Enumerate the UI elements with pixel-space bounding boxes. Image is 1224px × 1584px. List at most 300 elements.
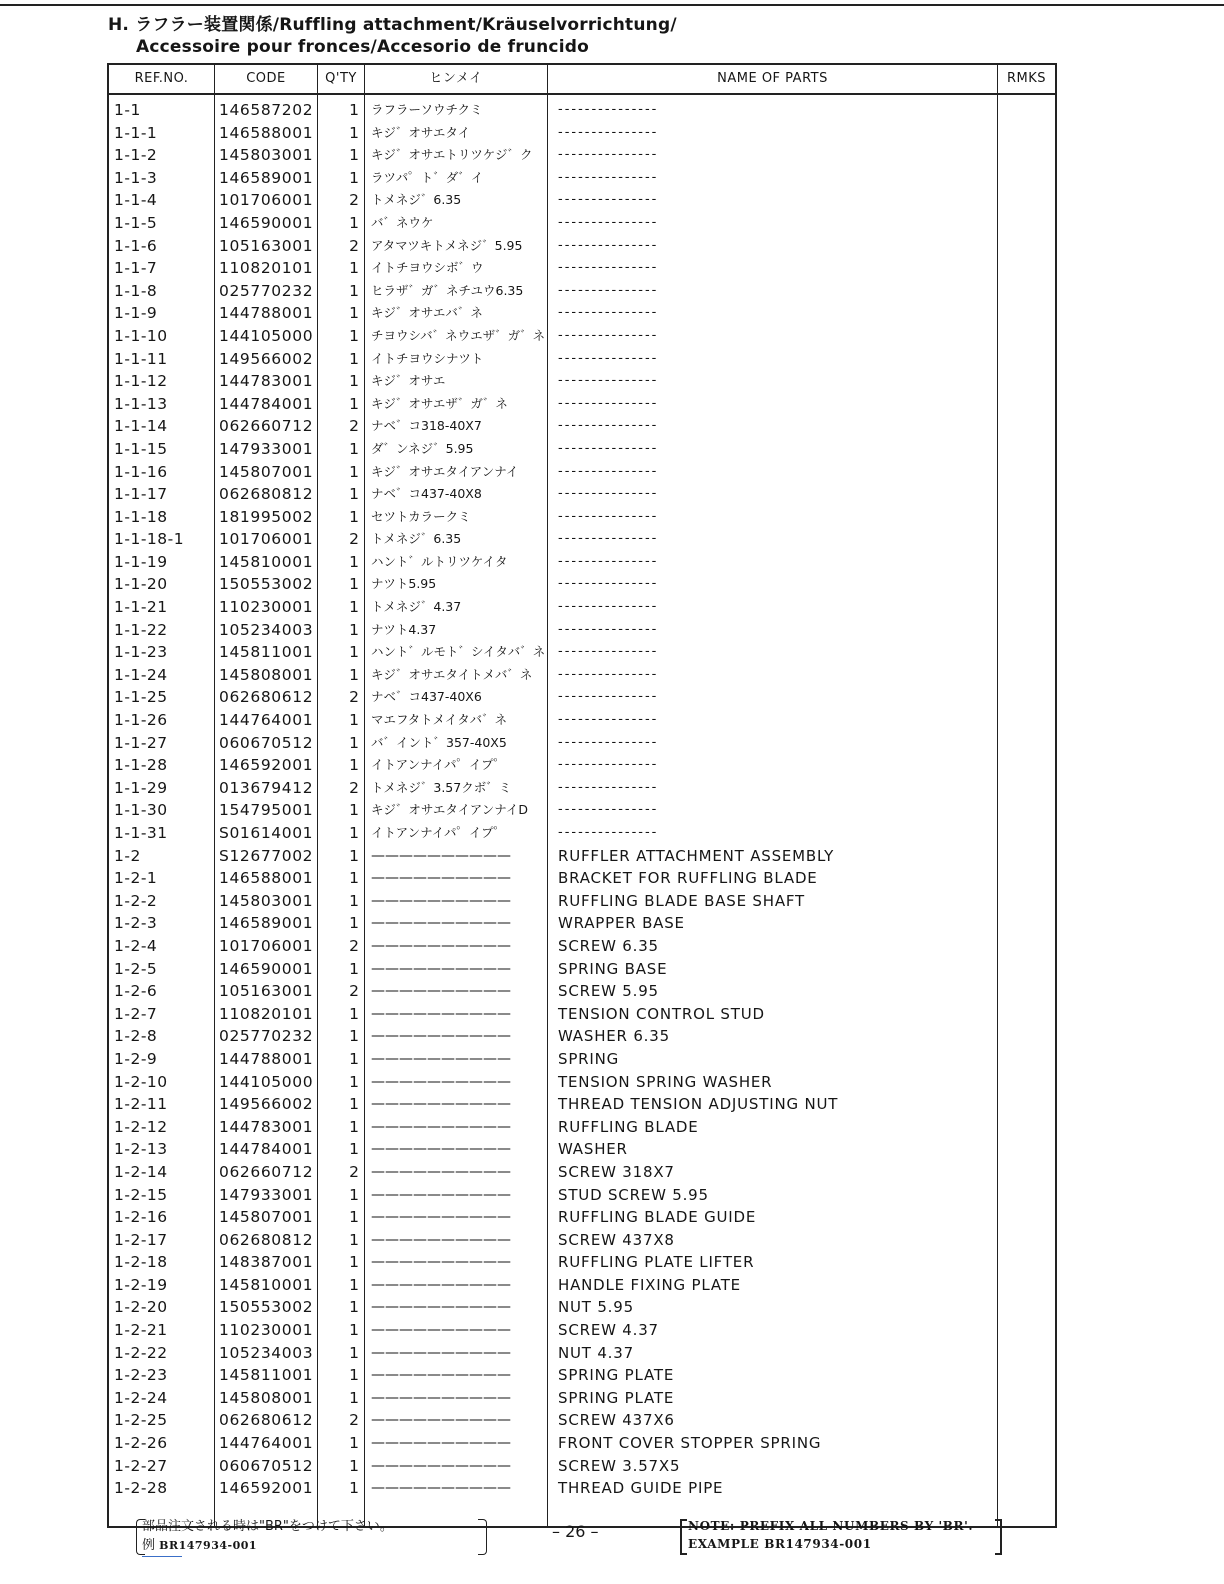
qty-cell: 1: [349, 914, 359, 933]
code-cell: 147933001: [219, 1185, 314, 1204]
ref-cell: 1-2: [114, 846, 141, 865]
kana-cell: イトチヨウシボ゛ウ: [371, 260, 484, 276]
ref-cell: 1-2-3: [114, 914, 158, 933]
qty-cell: 1: [349, 146, 359, 165]
name-cell: ---------------: [558, 689, 659, 705]
kana-cell: ——————————: [371, 1389, 511, 1406]
name-cell: ---------------: [558, 305, 659, 321]
qty-cell: 1: [349, 1388, 359, 1407]
kana-cell: ——————————: [371, 983, 511, 1000]
ref-cell: 1-2-17: [114, 1230, 168, 1249]
kana-cell: ——————————: [371, 1209, 511, 1226]
code-cell: 146589001: [219, 168, 314, 187]
name-cell: ---------------: [558, 734, 659, 750]
qty-cell: 1: [349, 665, 359, 684]
qty-cell: 1: [349, 1049, 359, 1068]
kana-cell: ——————————: [371, 1480, 511, 1497]
ref-cell: 1-1-5: [114, 213, 158, 232]
table-row: [109, 393, 1055, 416]
table-row: [109, 1206, 1055, 1229]
qty-cell: 1: [349, 259, 359, 278]
table-row: [109, 438, 1055, 461]
kana-cell: ——————————: [371, 1073, 511, 1090]
ref-cell: 1-1: [114, 101, 141, 119]
ref-cell: 1-2-20: [114, 1298, 168, 1317]
code-cell: 062680612: [219, 688, 314, 707]
table-row: [109, 1409, 1055, 1432]
title-line-1: H. ラフラー装置関係/Ruffling attachment/Kräuselvorrichtung/: [108, 15, 677, 35]
ref-cell: 1-1-11: [114, 349, 168, 368]
name-cell: ---------------: [558, 147, 659, 163]
code-cell: 150553002: [219, 1298, 314, 1317]
kana-cell: チヨウシバ゛ネウエザ゛ガ゛ネ: [371, 327, 546, 343]
name-cell: NUT 4.37: [558, 1343, 634, 1362]
qty-cell: 2: [349, 1162, 359, 1181]
kana-cell: ヒラザ゛ガ゛ネチユウ6.35: [371, 282, 524, 298]
table-row: [109, 1048, 1055, 1071]
kana-cell: キジ゛オサエバ゛ネ: [371, 305, 483, 321]
qty-cell: 1: [349, 1027, 359, 1046]
code-cell: 148387001: [219, 1253, 314, 1272]
ref-cell: 1-1-18: [114, 507, 168, 526]
ref-cell: 1-2-21: [114, 1321, 168, 1340]
code-cell: 181995002: [219, 507, 314, 526]
name-cell: ---------------: [558, 418, 659, 434]
name-cell: THREAD GUIDE PIPE: [558, 1479, 724, 1498]
ref-cell: 1-2-22: [114, 1343, 168, 1362]
qty-cell: 1: [349, 824, 359, 842]
qty-cell: 1: [349, 891, 359, 910]
ref-cell: 1-1-20: [114, 575, 168, 594]
header-kana: ヒンメイ: [429, 71, 483, 86]
ref-cell: 1-2-5: [114, 959, 158, 978]
code-cell: 110230001: [219, 1321, 314, 1340]
code-cell: 146590001: [219, 959, 314, 978]
prefix-note-line-1: NOTE: PREFIX ALL NUMBERS BY 'BR'.: [688, 1519, 974, 1533]
table-row: [109, 212, 1055, 235]
kana-cell: ナツト4.37: [371, 621, 437, 637]
qty-cell: 2: [349, 982, 359, 1001]
ref-cell: 1-2-18: [114, 1253, 168, 1272]
name-cell: BRACKET FOR RUFFLING BLADE: [558, 869, 818, 888]
code-cell: 144783001: [219, 372, 314, 391]
kana-cell: キジ゛オサエタイアンナイD: [371, 802, 529, 818]
table-row: [109, 99, 1055, 122]
table-row: [109, 528, 1055, 551]
kana-cell: トメネジ゛3.57クボ゛ミ: [371, 779, 512, 795]
code-cell: 144784001: [219, 1140, 314, 1159]
code-cell: 145808001: [219, 1388, 314, 1407]
ref-cell: 1-1-14: [114, 417, 168, 436]
ref-cell: 1-1-4: [114, 191, 158, 210]
table-row: [109, 122, 1055, 145]
kana-cell: ——————————: [371, 1254, 511, 1271]
page-number: – 26 –: [552, 1522, 599, 1541]
qty-cell: 1: [349, 552, 359, 571]
name-cell: ---------------: [558, 350, 659, 366]
kana-cell: ——————————: [371, 1050, 511, 1067]
ref-cell: 1-1-10: [114, 326, 168, 345]
kana-cell: キジ゛オサエザ゛ガ゛ネ: [371, 395, 508, 411]
ref-cell: 1-2-1: [114, 869, 158, 888]
table-row: [109, 1387, 1055, 1410]
qty-cell: 2: [349, 191, 359, 210]
ref-cell: 1-2-8: [114, 1027, 158, 1046]
ref-cell: 1-1-29: [114, 778, 168, 797]
ref-cell: 1-2-15: [114, 1185, 168, 1204]
kana-cell: ——————————: [371, 1231, 511, 1248]
ref-cell: 1-1-27: [114, 733, 168, 752]
table-row: [109, 415, 1055, 438]
header-name: NAME OF PARTS: [717, 71, 828, 86]
table-row: [109, 1184, 1055, 1207]
qty-cell: 1: [349, 620, 359, 639]
table-row: [109, 1161, 1055, 1184]
name-cell: SPRING PLATE: [558, 1366, 675, 1385]
header-ref: REF.NO.: [134, 71, 189, 86]
kana-cell: ——————————: [371, 1276, 511, 1293]
code-cell: 110820101: [219, 259, 314, 278]
code-cell: 146592001: [219, 1479, 314, 1498]
kana-cell: ナベ゛コ437-40X8: [371, 486, 482, 502]
code-cell: 144783001: [219, 1117, 314, 1136]
kana-cell: イトアンナイパ゜イプ゜: [371, 825, 507, 840]
name-cell: ---------------: [558, 102, 659, 117]
name-cell: TENSION CONTROL STUD: [558, 1004, 765, 1023]
qty-cell: 1: [349, 1275, 359, 1294]
code-cell: 150553002: [219, 575, 314, 594]
qty-cell: 1: [349, 394, 359, 413]
qty-cell: 1: [349, 1208, 359, 1227]
name-cell: SCREW 437X8: [558, 1230, 675, 1249]
name-cell: ---------------: [558, 237, 659, 253]
prefix-note: [688, 1517, 973, 1553]
table-row: [109, 980, 1055, 1003]
table-row: [109, 1093, 1055, 1116]
table-row: [109, 1003, 1055, 1026]
parts-table: [107, 63, 1057, 1528]
code-cell: 110820101: [219, 1004, 314, 1023]
kana-cell: ——————————: [371, 1118, 511, 1135]
header-divider: [109, 93, 1055, 95]
qty-cell: 1: [349, 1095, 359, 1114]
table-row: [109, 1432, 1055, 1455]
ref-cell: 1-1-26: [114, 711, 168, 730]
kana-cell: セツトカラークミ: [371, 508, 471, 524]
note-bracket-right: [995, 1519, 1002, 1555]
ref-cell: 1-2-4: [114, 936, 158, 955]
ref-cell: 1-1-31: [114, 824, 168, 842]
table-row: [109, 1319, 1055, 1342]
ref-cell: 1-2-2: [114, 891, 158, 910]
ref-cell: 1-1-6: [114, 236, 158, 255]
table-row: [109, 845, 1055, 868]
name-cell: ---------------: [558, 644, 659, 660]
table-row: [109, 822, 1055, 845]
code-cell: 146588001: [219, 123, 314, 142]
table-row: [109, 596, 1055, 619]
name-cell: ---------------: [558, 373, 659, 389]
code-cell: 146590001: [219, 213, 314, 232]
qty-cell: 1: [349, 1004, 359, 1023]
table-row: [109, 890, 1055, 913]
table-row: [109, 189, 1055, 212]
table-row: [109, 935, 1055, 958]
order-note-text: 部品注文される時は"BR"をつけて下さい。: [142, 1519, 393, 1534]
name-cell: SCREW 5.95: [558, 982, 659, 1001]
qty-cell: 1: [349, 869, 359, 888]
qty-cell: 1: [349, 1072, 359, 1091]
code-cell: 062680612: [219, 1411, 314, 1430]
name-cell: THREAD TENSION ADJUSTING NUT: [558, 1095, 839, 1114]
table-body: [109, 99, 1055, 1500]
code-cell: 147933001: [219, 439, 314, 458]
table-row: [109, 1274, 1055, 1297]
ref-cell: 1-2-6: [114, 982, 158, 1001]
table-row: [109, 732, 1055, 755]
table-row: [109, 1138, 1055, 1161]
table-row: [109, 754, 1055, 777]
kana-cell: ——————————: [371, 1344, 511, 1361]
ref-cell: 1-2-10: [114, 1072, 168, 1091]
qty-cell: 1: [349, 485, 359, 504]
kana-cell: キジ゛オサエ: [371, 373, 446, 389]
name-cell: ---------------: [558, 214, 659, 230]
qty-cell: 1: [349, 959, 359, 978]
ref-cell: 1-1-13: [114, 394, 168, 413]
code-cell: 146589001: [219, 914, 314, 933]
kana-cell: ——————————: [371, 1141, 511, 1158]
name-cell: ---------------: [558, 666, 659, 682]
kana-cell: アタマツキトメネジ゛5.95: [371, 237, 523, 253]
ref-cell: 1-1-16: [114, 462, 168, 481]
qty-cell: 1: [349, 1298, 359, 1317]
qty-cell: 1: [349, 168, 359, 187]
qty-cell: 1: [349, 1434, 359, 1453]
kana-cell: ——————————: [371, 1299, 511, 1316]
table-row: [109, 867, 1055, 890]
qty-cell: 1: [349, 801, 359, 820]
underline-mark: [142, 1556, 182, 1557]
kana-cell: ハント゛ルトリツケイタ: [371, 553, 508, 569]
code-cell: 062660712: [219, 1162, 314, 1181]
name-cell: ---------------: [558, 757, 659, 773]
ref-cell: 1-2-9: [114, 1049, 158, 1068]
code-cell: 145807001: [219, 1208, 314, 1227]
table-row: [109, 302, 1055, 325]
code-cell: 144105000: [219, 1072, 314, 1091]
ref-cell: 1-1-23: [114, 643, 168, 662]
ref-cell: 1-1-1: [114, 123, 158, 142]
kana-cell: ——————————: [371, 892, 511, 909]
table-row: [109, 348, 1055, 371]
code-cell: 145803001: [219, 891, 314, 910]
code-cell: 060670512: [219, 1456, 314, 1475]
qty-cell: 1: [349, 1456, 359, 1475]
name-cell: ---------------: [558, 802, 659, 818]
kana-cell: ——————————: [371, 1367, 511, 1384]
ref-cell: 1-2-26: [114, 1434, 168, 1453]
table-row: [109, 1229, 1055, 1252]
kana-cell: ——————————: [371, 960, 511, 977]
name-cell: WASHER 6.35: [558, 1027, 670, 1046]
kana-cell: ナベ゛コ318-40X7: [371, 418, 482, 434]
name-cell: STUD SCREW 5.95: [558, 1185, 709, 1204]
name-cell: WASHER: [558, 1140, 628, 1159]
ref-cell: 1-1-3: [114, 168, 158, 187]
name-cell: ---------------: [558, 192, 659, 208]
kana-cell: ——————————: [371, 1028, 511, 1045]
code-cell: S12677002: [219, 846, 314, 865]
kana-cell: キジ゛オサエタイトメバ゛ネ: [371, 666, 533, 682]
qty-cell: 1: [349, 1253, 359, 1272]
qty-cell: 1: [349, 123, 359, 142]
table-row: [109, 506, 1055, 529]
name-cell: ---------------: [558, 327, 659, 343]
qty-cell: 1: [349, 575, 359, 594]
table-row: [109, 958, 1055, 981]
code-cell: 105163001: [219, 236, 314, 255]
name-cell: HANDLE FIXING PLATE: [558, 1275, 741, 1294]
table-row: [109, 777, 1055, 800]
table-row: [109, 325, 1055, 348]
code-cell: 146592001: [219, 756, 314, 775]
ref-cell: 1-1-17: [114, 485, 168, 504]
qty-cell: 2: [349, 936, 359, 955]
code-cell: 145810001: [219, 552, 314, 571]
name-cell: ---------------: [558, 531, 659, 547]
kana-cell: バ゛ネウケ: [371, 214, 434, 230]
ref-cell: 1-1-24: [114, 665, 168, 684]
table-row: [109, 1025, 1055, 1048]
name-cell: ---------------: [558, 621, 659, 637]
table-row: [109, 483, 1055, 506]
name-cell: FRONT COVER STOPPER SPRING: [558, 1434, 822, 1453]
qty-cell: 1: [349, 213, 359, 232]
qty-cell: 1: [349, 1230, 359, 1249]
name-cell: ---------------: [558, 712, 659, 728]
ref-cell: 1-1-15: [114, 439, 168, 458]
title-line-2: Accessoire pour fronces/Accesorio de fruncido: [136, 37, 589, 57]
ref-cell: 1-2-11: [114, 1095, 168, 1114]
table-row: [109, 1455, 1055, 1478]
kana-cell: マエフタトメイタバ゛ネ: [371, 712, 508, 728]
ref-cell: 1-2-16: [114, 1208, 168, 1227]
name-cell: RUFFLING PLATE LIFTER: [558, 1253, 755, 1272]
table-row: [109, 1477, 1055, 1500]
name-cell: SCREW 437X6: [558, 1411, 675, 1430]
ref-cell: 1-1-28: [114, 756, 168, 775]
table-row: [109, 641, 1055, 664]
kana-cell: バ゛イント゛357-40X5: [371, 734, 507, 750]
kana-cell: トメネジ゛6.35: [371, 531, 462, 547]
ref-cell: 1-2-14: [114, 1162, 168, 1181]
kana-cell: ——————————: [371, 1163, 511, 1180]
example-number: BR147934-001: [159, 1539, 258, 1552]
name-cell: ---------------: [558, 463, 659, 479]
example-label: 例: [142, 1538, 156, 1553]
name-cell: RUFFLER ATTACHMENT ASSEMBLY: [558, 846, 835, 865]
header-qty: Q'TY: [325, 71, 357, 86]
kana-cell: ——————————: [371, 1457, 511, 1474]
table-row: [109, 1364, 1055, 1387]
code-cell: 025770232: [219, 1027, 314, 1046]
ref-cell: 1-2-19: [114, 1275, 168, 1294]
code-cell: 145810001: [219, 1275, 314, 1294]
qty-cell: 1: [349, 439, 359, 458]
code-cell: 144764001: [219, 711, 314, 730]
qty-cell: 1: [349, 733, 359, 752]
qty-cell: 1: [349, 846, 359, 865]
table-row: [109, 235, 1055, 258]
qty-cell: 1: [349, 281, 359, 300]
qty-cell: 1: [349, 643, 359, 662]
kana-cell: ラツパ゜ト゛ダ゛イ: [371, 169, 484, 185]
table-row: [109, 799, 1055, 822]
kana-cell: キジ゛オサエタイ: [371, 124, 471, 140]
table-row: [109, 257, 1055, 280]
kana-cell: ハント゛ルモト゛シイタバ゛ネ: [371, 644, 546, 660]
code-cell: 144788001: [219, 1049, 314, 1068]
code-cell: 145808001: [219, 665, 314, 684]
code-cell: 145803001: [219, 146, 314, 165]
table-row: [109, 144, 1055, 167]
table-row: [109, 1342, 1055, 1365]
name-cell: TENSION SPRING WASHER: [558, 1072, 773, 1091]
bracket-right: [478, 1519, 487, 1555]
ref-cell: 1-2-13: [114, 1140, 168, 1159]
kana-cell: ——————————: [371, 847, 511, 864]
table-row: [109, 1071, 1055, 1094]
ref-cell: 1-1-30: [114, 801, 168, 820]
table-row: [109, 167, 1055, 190]
ref-cell: 1-1-19: [114, 552, 168, 571]
kana-cell: ——————————: [371, 1412, 511, 1429]
qty-cell: 1: [349, 1479, 359, 1498]
code-cell: 145807001: [219, 462, 314, 481]
name-cell: SCREW 3.57X5: [558, 1456, 681, 1475]
qty-cell: 1: [349, 1366, 359, 1385]
code-cell: 149566002: [219, 1095, 314, 1114]
qty-cell: 1: [349, 304, 359, 323]
qty-cell: 2: [349, 530, 359, 549]
ref-cell: 1-2-27: [114, 1456, 168, 1475]
code-cell: 105163001: [219, 982, 314, 1001]
qty-cell: 1: [349, 1343, 359, 1362]
qty-cell: 1: [349, 1140, 359, 1159]
top-rule: [0, 4, 1224, 6]
name-cell: RUFFLING BLADE GUIDE: [558, 1208, 757, 1227]
name-cell: ---------------: [558, 282, 659, 298]
name-cell: ---------------: [558, 508, 659, 524]
table-row: [109, 664, 1055, 687]
kana-cell: ——————————: [371, 915, 511, 932]
table-row: [109, 1296, 1055, 1319]
qty-cell: 1: [349, 101, 359, 119]
ref-cell: 1-1-7: [114, 259, 158, 278]
qty-cell: 2: [349, 778, 359, 797]
table-row: [109, 619, 1055, 642]
ref-cell: 1-2-23: [114, 1366, 168, 1385]
table-row: [109, 1251, 1055, 1274]
kana-cell: キジ゛オサエトリツケジ゛ク: [371, 147, 533, 163]
code-cell: 101706001: [219, 936, 314, 955]
name-cell: RUFFLING BLADE: [558, 1117, 699, 1136]
kana-cell: ——————————: [371, 1005, 511, 1022]
code-cell: 025770232: [219, 281, 314, 300]
code-cell: 060670512: [219, 733, 314, 752]
note-bracket-left: [680, 1519, 687, 1555]
